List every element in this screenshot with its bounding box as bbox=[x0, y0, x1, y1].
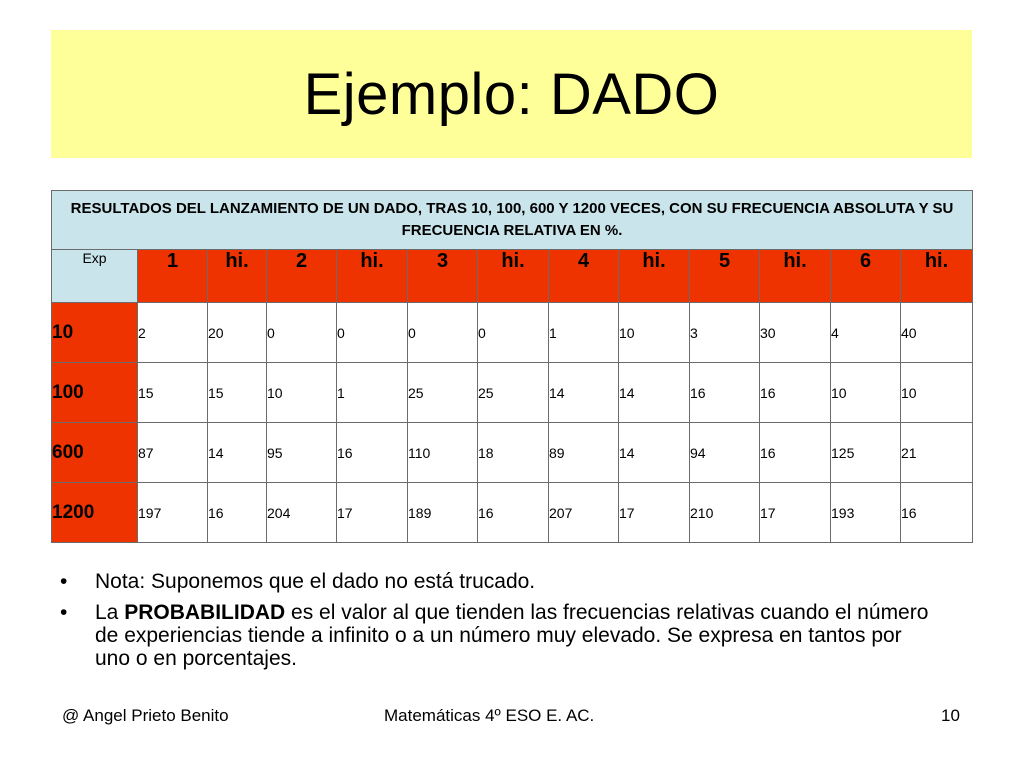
row-label: 1200 bbox=[52, 483, 138, 543]
table-cell: 207 bbox=[549, 483, 619, 543]
slide-title: Ejemplo: DADO bbox=[303, 61, 720, 127]
bullet-icon: • bbox=[60, 570, 68, 593]
footer-page-number: 10 bbox=[941, 706, 960, 725]
table-cell: 1 bbox=[337, 363, 408, 423]
row-label: 100 bbox=[52, 363, 138, 423]
table-cell: 15 bbox=[208, 363, 267, 423]
row-label: 10 bbox=[52, 303, 138, 363]
table-cell: 16 bbox=[208, 483, 267, 543]
column-header: hi. bbox=[760, 250, 831, 303]
table-cell: 197 bbox=[138, 483, 208, 543]
table-cell: 16 bbox=[760, 423, 831, 483]
table-cell: 87 bbox=[138, 423, 208, 483]
prob-text-post: es el valor al que tienden las frecuencias relativas cuando el número de experiencias tiende a infinito o a un número muy elevado. Se expresa en tantos por uno o en porcentajes. bbox=[95, 601, 929, 670]
table-cell: 125 bbox=[831, 423, 901, 483]
column-header: hi. bbox=[208, 250, 267, 303]
table-cell: 189 bbox=[408, 483, 478, 543]
column-header: hi. bbox=[337, 250, 408, 303]
table-cell: 17 bbox=[619, 483, 690, 543]
table-cell: 20 bbox=[208, 303, 267, 363]
table-cell: 0 bbox=[337, 303, 408, 363]
bullet-probability bbox=[56, 601, 936, 670]
table-cell: 95 bbox=[267, 423, 337, 483]
table-cell: 25 bbox=[408, 363, 478, 423]
column-header: 3 bbox=[408, 250, 478, 303]
footer-course: Matemáticas 4º ESO E. AC. bbox=[384, 706, 595, 725]
table-cell: 210 bbox=[690, 483, 760, 543]
bullet-note bbox=[56, 570, 936, 593]
prob-keyword: PROBABILIDAD bbox=[124, 601, 286, 624]
column-header-row bbox=[52, 250, 973, 303]
table-cell: 0 bbox=[478, 303, 549, 363]
table-caption-row bbox=[52, 191, 973, 250]
table-cell: 3 bbox=[690, 303, 760, 363]
table-cell: 14 bbox=[208, 423, 267, 483]
column-header: 6 bbox=[831, 250, 901, 303]
table-cell: 21 bbox=[901, 423, 973, 483]
column-header: 4 bbox=[549, 250, 619, 303]
table-cell: 110 bbox=[408, 423, 478, 483]
table-cell: 10 bbox=[831, 363, 901, 423]
column-header: 2 bbox=[267, 250, 337, 303]
table-row bbox=[52, 303, 973, 363]
note-text: Nota: Suponemos que el dado no está trucado. bbox=[95, 570, 536, 593]
column-header: 1 bbox=[138, 250, 208, 303]
table-caption: RESULTADOS DEL LANZAMIENTO DE UN DADO, TRAS 10, 100, 600 Y 1200 VECES, CON SU FRECUENCIA ABSOLUTA Y SU FRECUENCIA RELATIVA EN %. bbox=[52, 191, 973, 250]
table-row bbox=[52, 423, 973, 483]
dice-results-table bbox=[51, 190, 973, 543]
table-cell: 10 bbox=[901, 363, 973, 423]
table-row bbox=[52, 483, 973, 543]
prob-text-pre: La bbox=[95, 601, 125, 624]
column-header: 5 bbox=[690, 250, 760, 303]
table-cell: 16 bbox=[337, 423, 408, 483]
table-cell: 0 bbox=[408, 303, 478, 363]
table-cell: 16 bbox=[478, 483, 549, 543]
table-row bbox=[52, 363, 973, 423]
table-cell: 16 bbox=[690, 363, 760, 423]
table-cell: 10 bbox=[619, 303, 690, 363]
table-cell: 16 bbox=[901, 483, 973, 543]
table-cell: 0 bbox=[267, 303, 337, 363]
bullet-list bbox=[56, 570, 936, 678]
table-cell: 94 bbox=[690, 423, 760, 483]
table-cell: 89 bbox=[549, 423, 619, 483]
table-cell: 18 bbox=[478, 423, 549, 483]
table-cell: 1 bbox=[549, 303, 619, 363]
table-cell: 4 bbox=[831, 303, 901, 363]
bullet-icon: • bbox=[60, 601, 68, 624]
table-cell: 40 bbox=[901, 303, 973, 363]
table-cell: 10 bbox=[267, 363, 337, 423]
table-cell: 193 bbox=[831, 483, 901, 543]
table-cell: 14 bbox=[619, 363, 690, 423]
table-cell: 2 bbox=[138, 303, 208, 363]
table-cell: 17 bbox=[337, 483, 408, 543]
table-cell: 15 bbox=[138, 363, 208, 423]
column-header: hi. bbox=[619, 250, 690, 303]
column-header: hi. bbox=[478, 250, 549, 303]
footer-author: @ Angel Prieto Benito bbox=[62, 706, 229, 725]
row-label: 600 bbox=[52, 423, 138, 483]
table-cell: 16 bbox=[760, 363, 831, 423]
table-cell: 204 bbox=[267, 483, 337, 543]
table-cell: 25 bbox=[478, 363, 549, 423]
exp-header: Exp bbox=[52, 250, 138, 303]
table-cell: 14 bbox=[549, 363, 619, 423]
table-cell: 14 bbox=[619, 423, 690, 483]
title-box bbox=[51, 30, 972, 158]
table-cell: 30 bbox=[760, 303, 831, 363]
column-header: hi. bbox=[901, 250, 973, 303]
table-cell: 17 bbox=[760, 483, 831, 543]
